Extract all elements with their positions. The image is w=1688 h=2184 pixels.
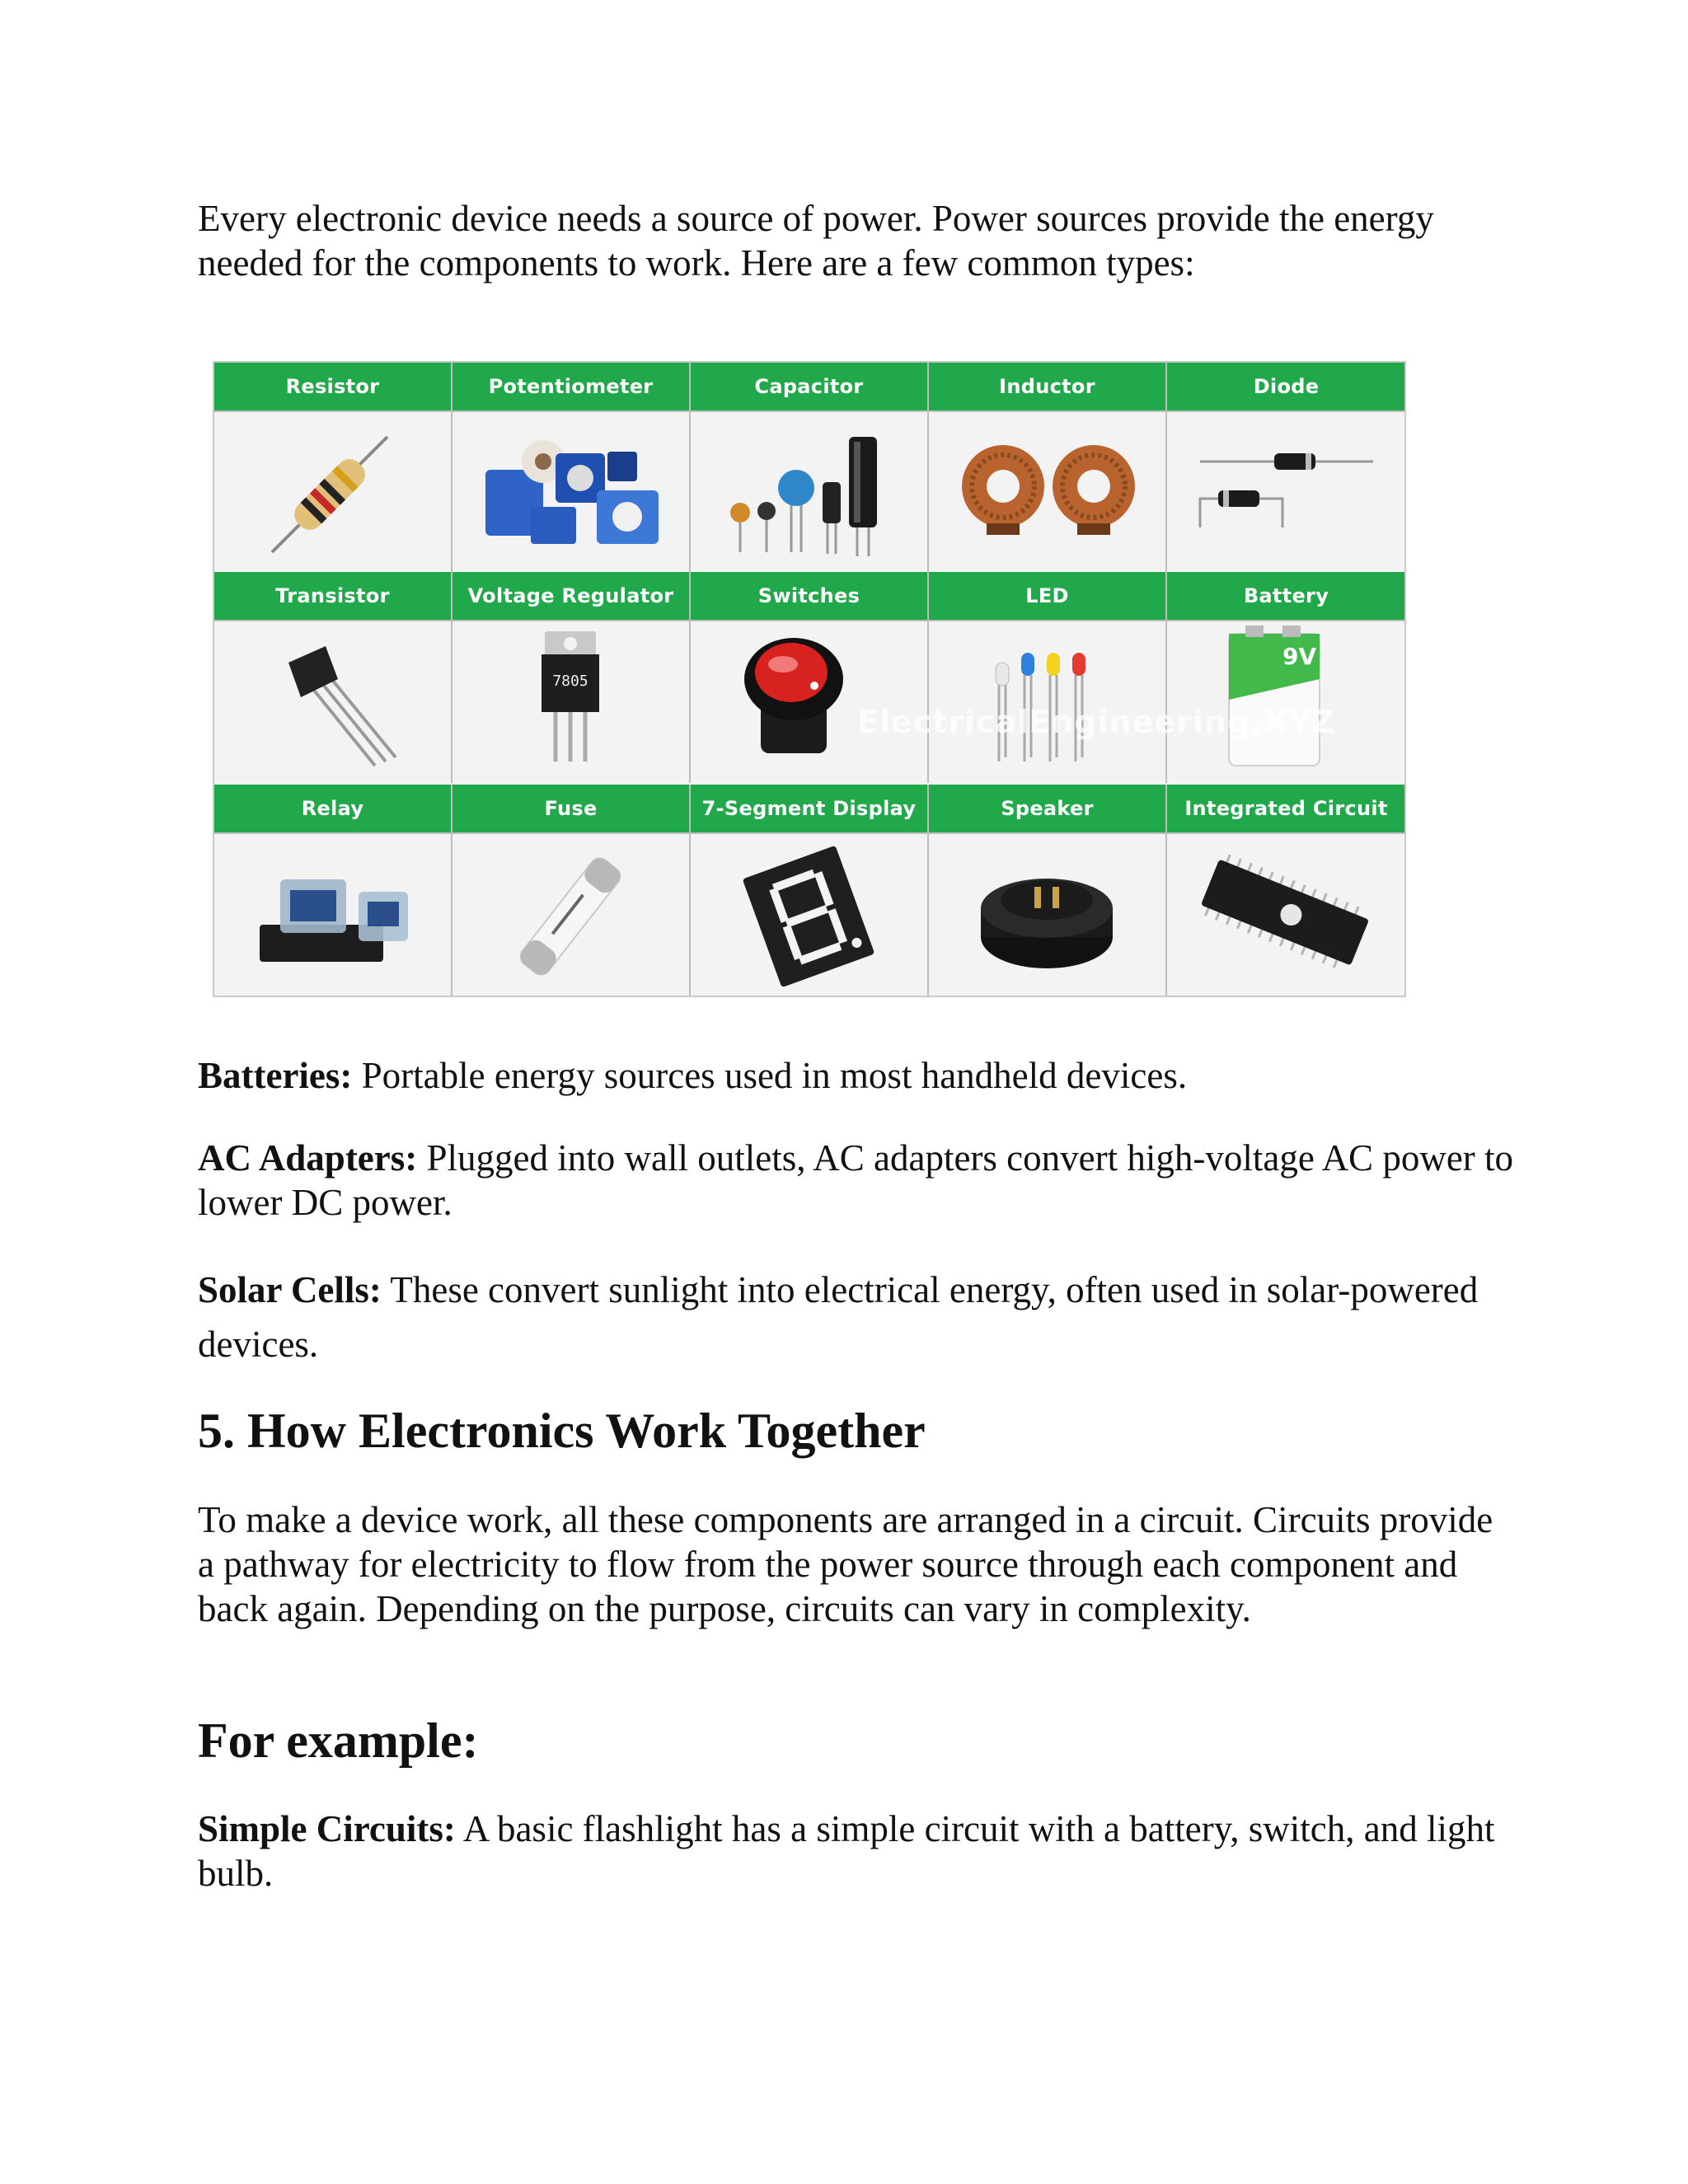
transistor-icon xyxy=(214,621,451,783)
seven-segment-icon xyxy=(691,834,927,996)
component-cell-diode xyxy=(1167,363,1405,574)
component-cell-voltage-regulator xyxy=(452,572,691,783)
term-label: Batteries: xyxy=(198,1055,353,1096)
regulator-marking: 7805 xyxy=(552,673,588,690)
power-source-item xyxy=(198,1136,1517,1225)
component-label: Transistor xyxy=(214,572,451,621)
led-icon xyxy=(929,621,1165,783)
battery-marking: 9V xyxy=(1282,643,1317,670)
component-cell-battery xyxy=(1167,572,1405,783)
inductor-icon xyxy=(929,412,1165,574)
components-figure xyxy=(213,361,1406,997)
capacitor-icon xyxy=(691,412,927,574)
component-cell-relay xyxy=(214,785,452,996)
component-cell-speaker xyxy=(929,785,1167,996)
component-cell-resistor xyxy=(214,363,452,574)
component-label: Switches xyxy=(691,572,927,621)
fuse-icon xyxy=(452,834,689,996)
intro-paragraph: Every electronic device needs a source of power. Power sources provide the energy needed for the components to work. Here are a few common types: xyxy=(198,198,1434,284)
components-grid xyxy=(214,363,1404,996)
example-item xyxy=(198,1807,1517,1896)
component-label: Potentiometer xyxy=(452,363,689,412)
component-label: Battery xyxy=(1167,572,1405,621)
component-cell-inductor xyxy=(929,363,1167,574)
section-heading: 5. How Electronics Work Together xyxy=(198,1404,926,1458)
component-label: 7-Segment Display xyxy=(691,785,927,834)
term-label: Solar Cells: xyxy=(198,1269,382,1310)
component-cell-led xyxy=(929,572,1167,783)
term-description: Plugged into wall outlets, AC adapters convert high-voltage AC power to lower DC power. xyxy=(198,1137,1514,1223)
component-label: Integrated Circuit xyxy=(1167,785,1405,834)
term-description: A basic flashlight has a simple circuit with a battery, switch, and light bulb. xyxy=(198,1808,1495,1894)
term-description: Portable energy sources used in most handheld devices. xyxy=(352,1055,1188,1096)
component-label: Voltage Regulator xyxy=(452,572,689,621)
term-label: AC Adapters: xyxy=(198,1137,418,1179)
component-label: Capacitor xyxy=(691,363,927,412)
component-label: Resistor xyxy=(214,363,451,412)
diode-icon xyxy=(1167,412,1404,574)
component-cell-switches xyxy=(691,572,929,783)
relay-icon xyxy=(214,834,451,996)
integrated-circuit-icon xyxy=(1167,834,1404,996)
speaker-icon xyxy=(929,834,1165,996)
component-cell-capacitor xyxy=(691,363,929,574)
power-source-item xyxy=(198,1053,1517,1098)
component-label: Speaker xyxy=(929,785,1165,834)
component-cell-transistor xyxy=(214,572,452,783)
component-cell-potentiometer xyxy=(452,363,691,574)
voltage-regulator-icon xyxy=(452,621,689,783)
term-label: Simple Circuits: xyxy=(198,1808,456,1849)
component-label: Relay xyxy=(214,785,451,834)
term-description: These convert sunlight into electrical energy, often used in solar-powered devices. xyxy=(198,1269,1479,1365)
resistor-icon xyxy=(214,412,451,574)
potentiometer-icon xyxy=(452,412,689,574)
component-label: Inductor xyxy=(929,363,1165,412)
component-label: Diode xyxy=(1167,363,1405,412)
component-label: Fuse xyxy=(452,785,689,834)
component-label: LED xyxy=(929,572,1165,621)
switch-icon xyxy=(691,621,927,783)
component-cell-fuse xyxy=(452,785,691,996)
component-cell-seven-segment xyxy=(691,785,929,996)
watermark-text: ElectricalEngineering.XYZ xyxy=(857,704,1336,740)
power-source-item xyxy=(198,1263,1517,1371)
example-heading: For example: xyxy=(198,1713,479,1768)
section-body: To make a device work, all these components are arranged in a circuit. Circuits provide a pathway for electricity to flow from the power source through each component and back again. Depending on the purpose, circuits can vary in complexity. xyxy=(198,1499,1493,1629)
component-cell-integrated-circuit xyxy=(1167,785,1405,996)
